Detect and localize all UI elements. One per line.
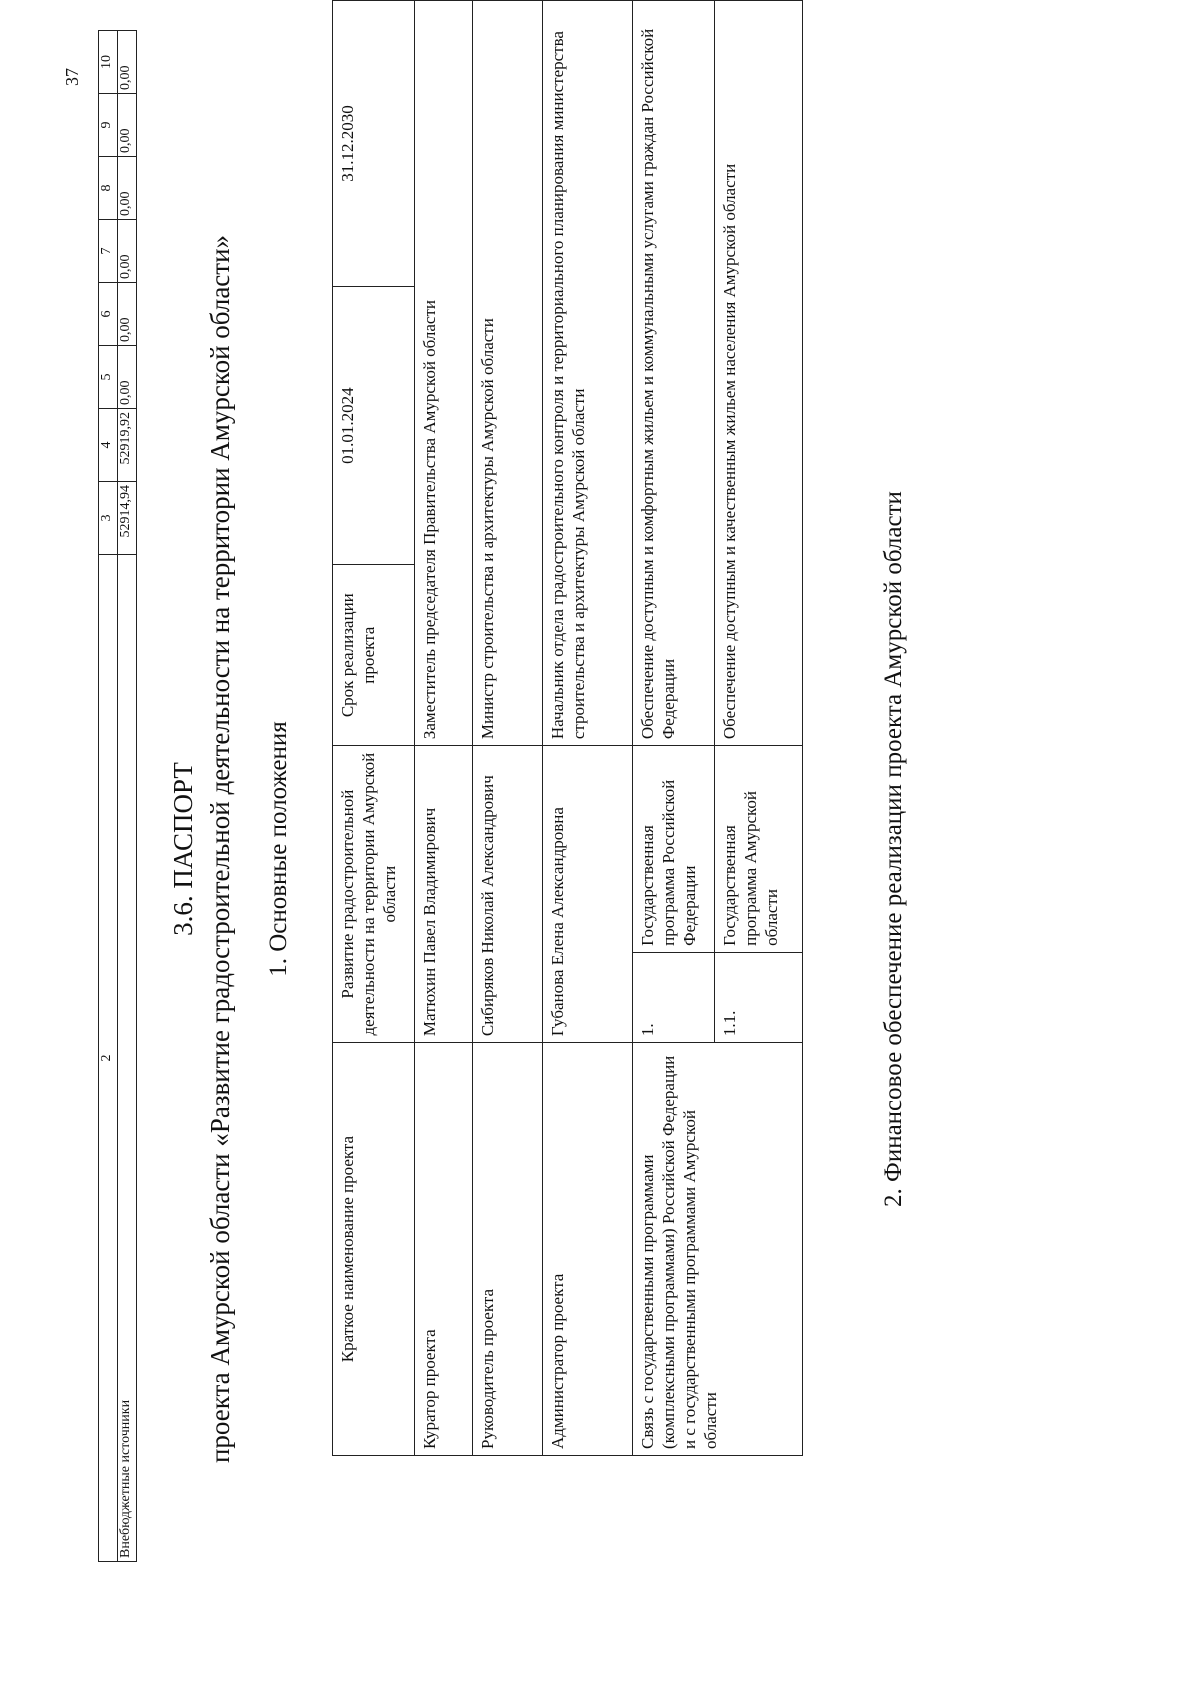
link-row-goal: Обеспечение доступным и комфортным жильем и коммунальными услугами граждан Российской Федерации bbox=[633, 1, 715, 746]
value-cell: 0,00 bbox=[118, 220, 137, 283]
header-cell: 9 bbox=[99, 94, 118, 157]
table-row bbox=[415, 1, 473, 1456]
curator-label: Куратор проекта bbox=[415, 1043, 473, 1456]
head-label: Руководитель проекта bbox=[473, 1043, 543, 1456]
header-cell: 4 bbox=[99, 409, 118, 482]
table-header-row bbox=[99, 31, 118, 1562]
header-cell: 8 bbox=[99, 157, 118, 220]
header-cell: 5 bbox=[99, 346, 118, 409]
table-row bbox=[633, 1, 715, 1456]
table-row bbox=[333, 1, 415, 1456]
term-label: Срок реализации проекта bbox=[333, 565, 415, 746]
admin-name: Губанова Елена Александровна bbox=[543, 746, 633, 1043]
value-cell: 0,00 bbox=[118, 346, 137, 409]
header-cell: 3 bbox=[99, 482, 118, 555]
link-row-program: Государственная программа Российской Федерации bbox=[633, 746, 715, 953]
main-provisions-table bbox=[332, 0, 803, 1456]
table-row bbox=[543, 1, 633, 1456]
row-label-cell: Внебюджетные источники bbox=[118, 555, 137, 1562]
short-name-value: Развитие градостроительной деятельности на территории Амурской области bbox=[333, 746, 415, 1043]
value-cell: 52919,92 bbox=[118, 409, 137, 482]
value-cell: 52914,94 bbox=[118, 482, 137, 555]
passport-subtitle: проекта Амурской области «Развитие градостроительной деятельности на территории Амурской области» bbox=[205, 234, 235, 1464]
table-row bbox=[118, 31, 137, 1562]
term-end: 31.12.2030 bbox=[333, 1, 415, 287]
section-2-title: 2. Финансовое обеспечение реализации проекта Амурской области bbox=[880, 491, 907, 1207]
header-cell: 6 bbox=[99, 283, 118, 346]
admin-label: Администратор проекта bbox=[543, 1043, 633, 1456]
header-cell: 7 bbox=[99, 220, 118, 283]
admin-position: Начальник отдела градостроительного контроля и территориального планирования министерства строительства и архитектуры Амурской области bbox=[543, 1, 633, 746]
table-row bbox=[473, 1, 543, 1456]
link-row-number: 1. bbox=[633, 952, 715, 1042]
continuation-table bbox=[98, 30, 137, 1562]
short-name-label: Краткое наименование проекта bbox=[333, 1043, 415, 1456]
value-cell: 0,00 bbox=[118, 283, 137, 346]
value-cell: 0,00 bbox=[118, 31, 137, 94]
value-cell: 0,00 bbox=[118, 157, 137, 220]
link-row-program: Государственная программа Амурской области bbox=[715, 746, 803, 953]
head-position: Министр строительства и архитектуры Амурской области bbox=[473, 1, 543, 746]
link-row-goal: Обеспечение доступным и качественным жильем населения Амурской области bbox=[715, 1, 803, 746]
link-label: Связь с государственными программами (комплексными программами) Российской Федерации и с государственными программами Амурской области bbox=[633, 1043, 803, 1456]
link-row-number: 1.1. bbox=[715, 952, 803, 1042]
value-cell: 0,00 bbox=[118, 94, 137, 157]
curator-name: Матюхин Павел Владимирович bbox=[415, 746, 473, 1043]
header-cell: 10 bbox=[99, 31, 118, 94]
curator-position: Заместитель председателя Правительства Амурской области bbox=[415, 1, 473, 746]
header-cell: 2 bbox=[99, 555, 118, 1562]
term-start: 01.01.2024 bbox=[333, 286, 415, 564]
section-1-title: 1. Основные положения bbox=[265, 721, 292, 977]
page-number: 37 bbox=[62, 68, 82, 86]
head-name: Сибиряков Николай Александрович bbox=[473, 746, 543, 1043]
passport-title: 3.6. ПАСПОРТ bbox=[168, 762, 198, 936]
